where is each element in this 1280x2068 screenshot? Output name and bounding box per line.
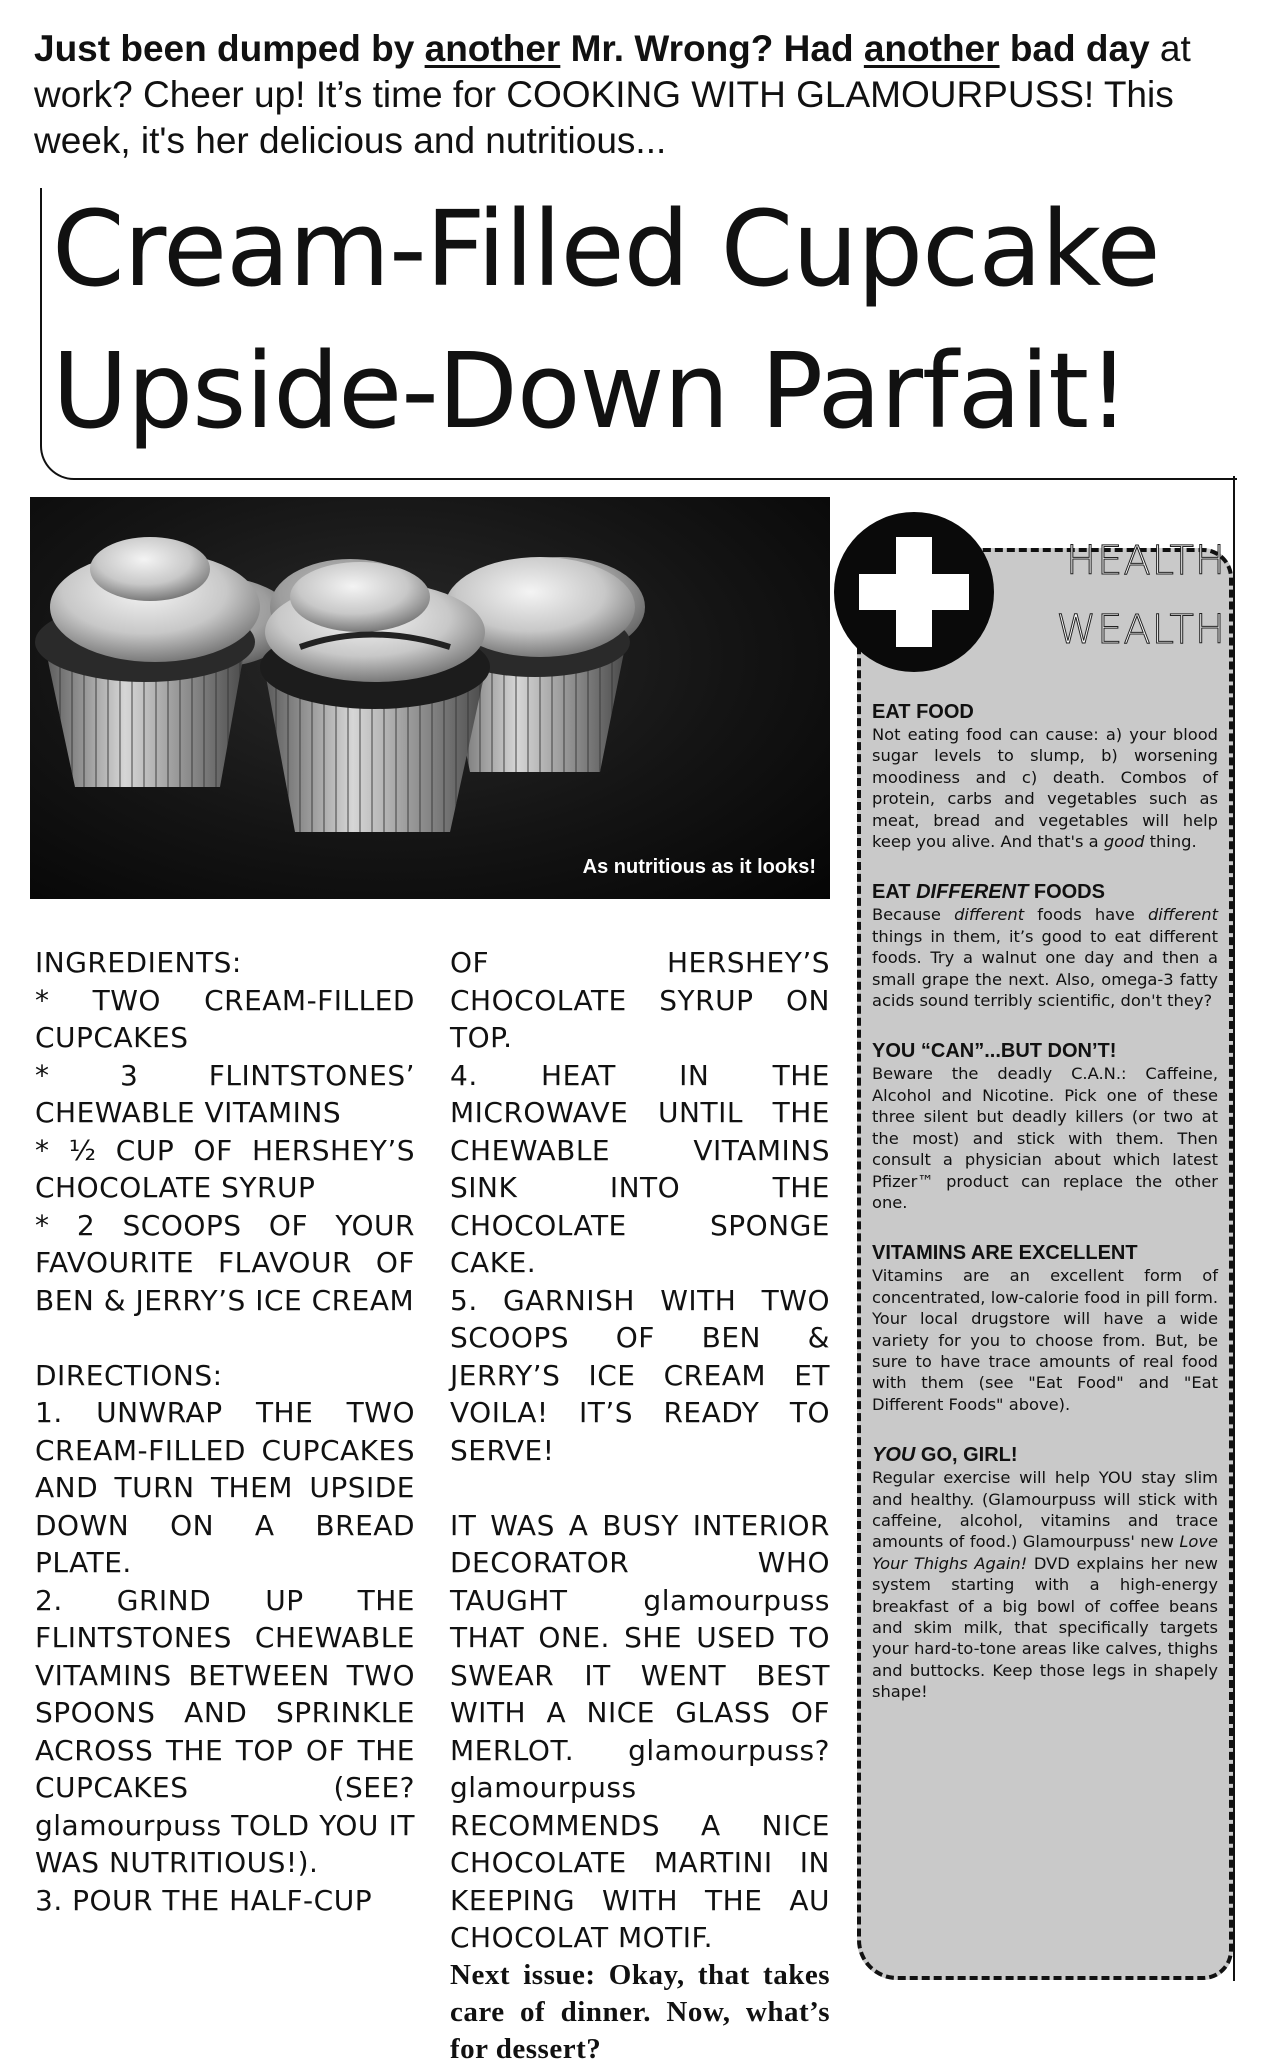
- recipe-column-right: [450, 944, 830, 2068]
- direction-step: 2. GRIND UP THE FLINTSTONES CHEWABLE VITAMINS BETWEEN TWO SPOONS AND SPRINKLE ACROSS THE TOP OF THE CUPCAKES (SEE? glamourpuss TOLD YOU IT WAS NUTRITIOUS!).: [35, 1583, 415, 1879]
- direction-step: 1. UNWRAP THE TWO CREAM-FILLED CUPCAKES AND TURN THEM UPSIDE DOWN ON A BREAD PLATE.: [35, 1396, 415, 1579]
- brand-name: glamourpuss: [35, 1808, 222, 1842]
- ingredient-item: * 3 FLINTSTONES’ CHEWABLE VITAMINS: [35, 1058, 415, 1129]
- recipe-column-left: [35, 944, 415, 1919]
- sidebar-content: [872, 700, 1218, 1731]
- section-heading: YOU “CAN”...BUT DON’T!: [872, 1040, 1117, 1063]
- section-body: Not eating food can cause: a) your blood sugar levels to slump, b) worsening moodiness and c) death. Combos of protein, carbs and vegetables such as meat, bread and vegetables will help keep you alive. And that's a good thing.: [872, 725, 1218, 852]
- sidebar-section-eat-food: [872, 700, 1218, 852]
- page-frame-right-line: [1233, 476, 1235, 1981]
- ingredient-item: * 2 SCOOPS OF YOUR FAVOURITE FLAVOUR OF BEN & JERRY’S ICE CREAM: [35, 1208, 415, 1317]
- direction-step: 3. POUR THE HALF-CUP: [35, 1883, 373, 1917]
- section-body: Vitamins are an excellent form of concentrated, low-calorie food in pill form. Your local drugstore will have a wide variety for you to choose from. But, be sure to have trace amounts of real food with them (see "Eat Food" and "Eat Different Foods" above).: [872, 1266, 1218, 1414]
- section-heading: YOU GO, GIRL!: [872, 1444, 1018, 1467]
- direction-step: OF HERSHEY’S CHOCOLATE SYRUP ON TOP.: [450, 946, 830, 1054]
- section-body: Regular exercise will help YOU stay slim and healthy. (Glamourpuss will stick with caffeine, alcohol, vitamins and trace amounts of food.) Glamourpuss' new Love Your Thighs Again! DVD explains her new system starting with a high-energy breakfast of a big bowl of coffee beans and skim milk, that specifically targets your hard-to-tone areas like calves, thighs and buttocks. Keep those legs in shapely shape!: [872, 1468, 1218, 1702]
- section-body: Because different foods have different things in them, it’s good to eat different foods. Try a walnut one day and then a small grape the next. Also, omega-3 fatty acids sound terribly scientific, don't they?: [872, 905, 1218, 1011]
- sidebar-title-health: HEALTH: [1065, 538, 1226, 584]
- brand-name: glamourpuss?: [628, 1733, 830, 1767]
- section-body: Beware the deadly C.A.N.: Caffeine, Alcohol and Nicotine. Pick one of these three silent but deadly killers (or two at the most) and stick with them. Then consult a physician about which latest Pfizer™ product can replace the other one.: [872, 1064, 1218, 1212]
- sidebar-section-eat-different-foods: [872, 880, 1218, 1011]
- next-issue-teaser: Next issue: Okay, that takes care of dinner. Now, what’s for dessert?: [450, 1958, 830, 2065]
- section-heading: EAT FOOD: [872, 701, 974, 723]
- photo-caption: As nutritious as it looks!: [582, 856, 816, 878]
- direction-step: 5. GARNISH WITH TWO SCOOPS OF BEN & JERRY’S ICE CREAM ET VOILA! IT’S READY TO SERVE!: [450, 1283, 830, 1467]
- ingredients-heading: INGREDIENTS:: [35, 946, 242, 979]
- brand-name: glamourpuss: [450, 1771, 637, 1804]
- sidebar-title-wealth: WEALTH: [1056, 607, 1226, 653]
- direction-step: 4. HEAT IN THE MICROWAVE UNTIL THE CHEWABLE VITAMINS SINK INTO THE CHOCOLATE SPONGE CAKE.: [450, 1058, 830, 1279]
- ingredient-item: * ½ CUP OF HERSHEY’S CHOCOLATE SYRUP: [35, 1133, 415, 1204]
- ingredient-item: * TWO CREAM-FILLED CUPCAKES: [35, 983, 415, 1054]
- sidebar-section-can: [872, 1039, 1218, 1213]
- intro-paragraph: [34, 26, 1254, 164]
- sidebar-section-you-go-girl: [872, 1443, 1218, 1702]
- recipe-title-line1: Cream-Filled Cupcake: [52, 188, 1160, 310]
- directions-heading: DIRECTIONS:: [35, 1358, 223, 1392]
- intro-bold-lead: Just been dumped by another Mr. Wrong? Had another bad day: [34, 28, 1150, 69]
- sidebar-section-vitamins: [872, 1241, 1218, 1415]
- recipe-title: [52, 178, 1252, 462]
- recipe-title-line2: Upside-Down Parfait!: [52, 330, 1129, 452]
- section-heading: EAT DIFFERENT FOODS: [872, 881, 1105, 904]
- story-paragraph: IT WAS A BUSY INTERIOR DECORATOR WHO TAUGHT glamourpuss THAT ONE. SHE USED TO SWEAR IT WENT BEST WITH A NICE GLASS OF MERLOT. glamourpuss? glamourpuss RECOMMENDS A NICE CHOCOLATE MARTINI IN KEEPING WITH THE AU CHOCOLAT MOTIF.: [450, 1508, 830, 1954]
- cupcakes-illustration: [30, 497, 830, 899]
- brand-name: glamourpuss: [643, 1583, 830, 1617]
- cupcakes-photo: [30, 497, 830, 899]
- medical-cross-icon: [834, 512, 994, 672]
- intro-rest: at work? Cheer up! It’s time for COOKING WITH GLAMOURPUSS! This week, it's her delicious and nutritious...: [34, 28, 1191, 161]
- section-heading: VITAMINS ARE EXCELLENT: [872, 1242, 1138, 1265]
